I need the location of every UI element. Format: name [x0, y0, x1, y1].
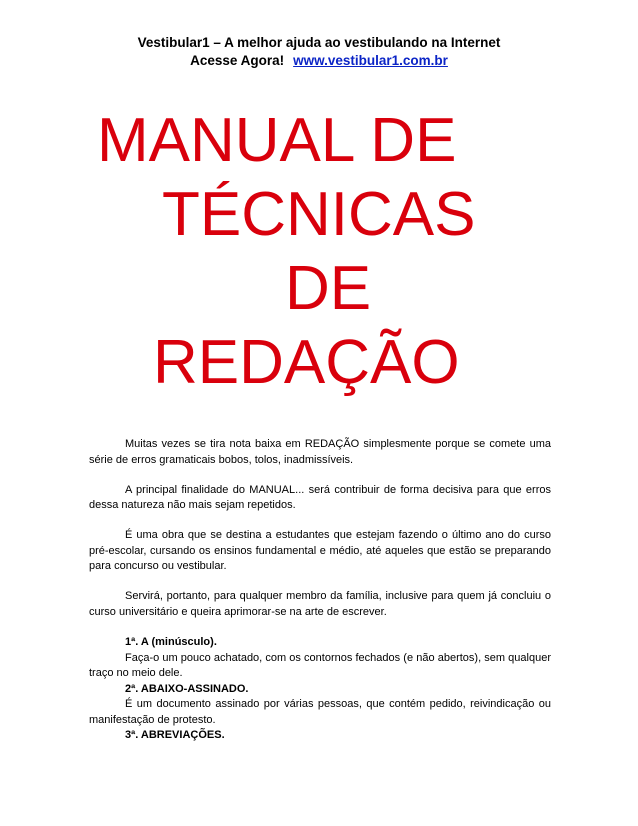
header-cta-text: Acesse Agora! — [190, 53, 285, 68]
header-tagline: Vestibular1 – A melhor ajuda ao vestibulando na Internet — [137, 35, 501, 50]
title-line-2: TÉCNICAS — [162, 180, 476, 249]
intro-paragraph: A principal finalidade do MANUAL... será contribuir de forma decisiva para que erros dessa natureza não mais sejam repetidos. — [89, 483, 551, 511]
rule-heading: 3ª. ABREVIAÇÕES. — [125, 729, 225, 741]
intro-paragraph: É uma obra que se destina a estudantes que estejam fazendo o último ano do curso pré-escolar, cursando os ensinos fundamental e médio, até aqueles que estão se preparando para concurso ou vestibular. — [89, 529, 551, 572]
intro-paragraph: Servirá, portanto, para qualquer membro da família, inclusive para quem já concluiu o curso universitário e queira aprimorar-se na arte de escrever. — [89, 590, 551, 618]
title-line-3: DE — [285, 254, 372, 323]
title-line-4: REDAÇÃO — [153, 328, 460, 397]
rule-heading: 2ª. ABAIXO-ASSINADO. — [125, 682, 249, 695]
document-title — [97, 104, 567, 400]
rules-list — [89, 635, 551, 744]
site-header — [0, 34, 638, 70]
rule-text: Faça-o um pouco achatado, com os contornos fechados (e não abertos), sem qualquer traço no meio dele. — [89, 651, 551, 679]
intro-paragraph: Muitas vezes se tira nota baixa em REDAÇÃO simplesmente porque se comete uma série de erros gramaticais bobos, tolos, inadmissíveis. — [89, 438, 551, 466]
site-link[interactable]: www.vestibular1.com.br — [293, 53, 448, 68]
header-cta-line — [0, 52, 638, 70]
intro-section — [89, 437, 551, 635]
title-line-1: MANUAL DE — [97, 106, 457, 175]
rule-text: É um documento assinado por várias pessoas, que contém pedido, reivindicação ou manifestação de protesto. — [89, 698, 551, 726]
rule-heading: 1ª. A (minúsculo). — [125, 636, 217, 648]
